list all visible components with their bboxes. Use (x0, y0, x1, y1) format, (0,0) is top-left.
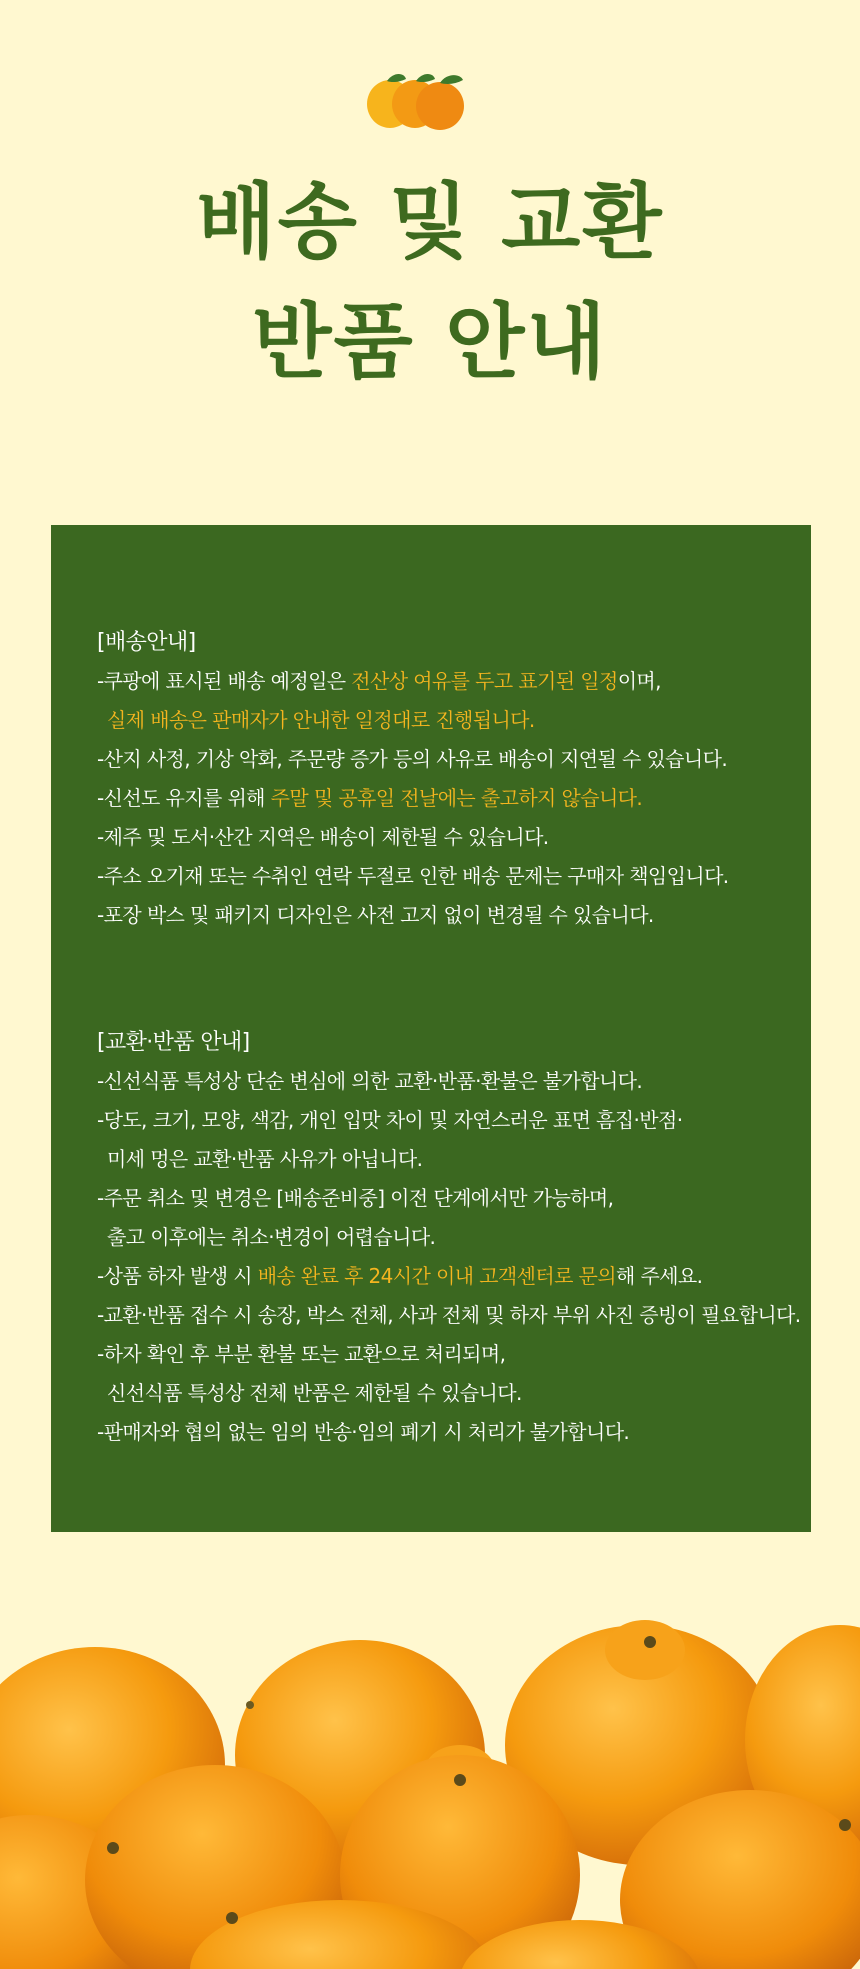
notice-text: -교환·반품 접수 시 송장, 박스 전체, 사과 전체 및 하자 부위 사진 증빙이 필요합니다. (97, 1303, 801, 1327)
delivery-list (97, 662, 801, 935)
notice-line (97, 779, 801, 818)
notice-panel (51, 525, 811, 1532)
notice-line (97, 1140, 801, 1179)
three-oranges-icon (360, 68, 500, 138)
notice-text: 미세 멍은 교환·반품 사유가 아닙니다. (107, 1147, 423, 1171)
highlighted-text: 주말 및 공휴일 전날에는 출고하지 않습니다. (270, 786, 643, 810)
delivery-section-title: [배송안내] (97, 630, 196, 655)
notice-text: 이며, (617, 669, 661, 693)
notice-text: 신선식품 특성상 전체 반품은 제한될 수 있습니다. (107, 1381, 522, 1405)
notice-text: -주소 오기재 또는 수취인 연락 두절로 인한 배송 문제는 구매자 책임입니다. (97, 864, 729, 888)
notice-line (97, 1062, 801, 1101)
notice-line (97, 701, 801, 740)
notice-line (97, 896, 801, 935)
notice-text: -포장 박스 및 패키지 디자인은 사전 고지 없이 변경될 수 있습니다. (97, 903, 654, 927)
notice-line (97, 662, 801, 701)
notice-line (97, 1179, 801, 1218)
notice-line (97, 1296, 801, 1335)
notice-line (97, 1413, 801, 1452)
notice-line (97, 1374, 801, 1413)
notice-line (97, 857, 801, 896)
exchange-list (97, 1062, 801, 1452)
highlighted-text: 배송 완료 후 24시간 이내 고객센터로 문의 (257, 1264, 617, 1288)
notice-line (97, 1257, 801, 1296)
notice-text: 해 주세요. (616, 1264, 703, 1288)
notice-text: -신선식품 특성상 단순 변심에 의한 교환·반품·환불은 불가합니다. (97, 1069, 643, 1093)
notice-line (97, 740, 801, 779)
notice-text: -제주 및 도서·산간 지역은 배송이 제한될 수 있습니다. (97, 825, 549, 849)
delivery-section (97, 623, 801, 935)
highlighted-text: 전산상 여유를 두고 표기된 일정 (351, 669, 618, 693)
page-title-line-2: 반품 안내 (252, 295, 608, 390)
notice-text: -주문 취소 및 변경은 [배송준비중] 이전 단계에서만 가능하며, (97, 1186, 614, 1210)
notice-line (97, 1101, 801, 1140)
notice-text: -상품 하자 발생 시 (97, 1264, 258, 1288)
notice-text: 출고 이후에는 취소·변경이 어렵습니다. (107, 1225, 436, 1249)
page-title-line-1: 배송 및 교환 (196, 175, 664, 270)
notice-text: -하자 확인 후 부분 환불 또는 교환으로 처리되며, (97, 1342, 506, 1366)
notice-text: -신선도 유지를 위해 (97, 786, 271, 810)
notice-text: -산지 사정, 기상 악화, 주문량 증가 등의 사유로 배송이 지연될 수 있습니다. (97, 747, 728, 771)
notice-line (97, 1218, 801, 1257)
exchange-section (97, 1023, 801, 1452)
highlighted-text: 실제 배송은 판매자가 안내한 일정대로 진행됩니다. (107, 708, 535, 732)
exchange-section-title: [교환·반품 안내] (97, 1030, 250, 1055)
notice-line (97, 818, 801, 857)
notice-text: -쿠팡에 표시된 배송 예정일은 (97, 669, 352, 693)
notice-text: -당도, 크기, 모양, 색감, 개인 입맛 차이 및 자연스러운 표면 흠집·반점· (97, 1108, 683, 1132)
hallabong-oranges-photo (0, 1620, 860, 1969)
notice-text: -판매자와 협의 없는 임의 반송·임의 폐기 시 처리가 불가합니다. (97, 1420, 630, 1444)
notice-line (97, 1335, 801, 1374)
